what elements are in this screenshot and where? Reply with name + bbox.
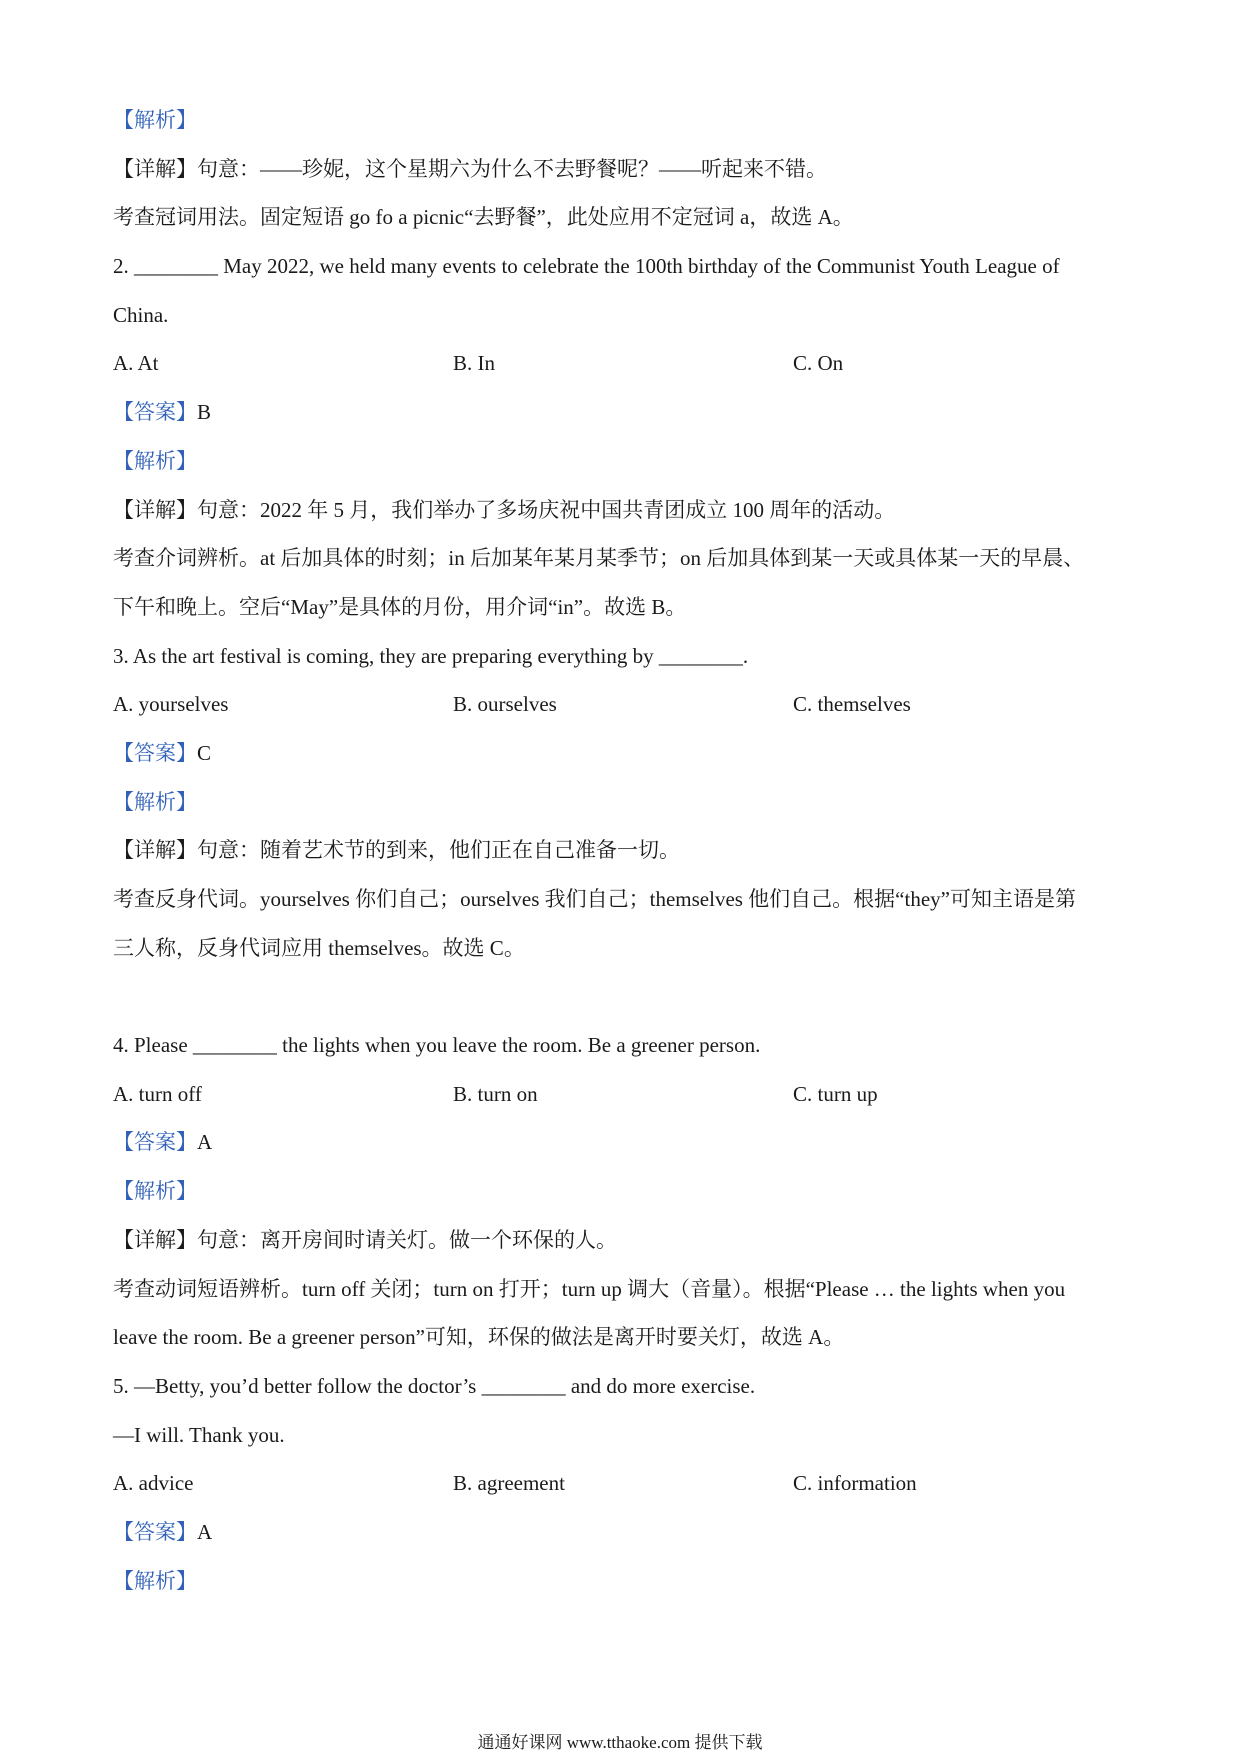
page-footer: 通通好课网 www.tthaoke.com 提供下载 (477, 1733, 763, 1752)
q2-options (113, 339, 1133, 388)
q1-detail: 【详解】句意：——珍妮，这个星期六为什么不去野餐呢？——听起来不错。 (113, 156, 827, 181)
q3-options (113, 680, 1133, 729)
q3-option-c: C. themselves (793, 692, 911, 717)
q4-answer: 【答案】A (113, 1130, 213, 1155)
q3-explanation-line-1: 考查反身代词。yourselves 你们自己；ourselves 我们自己；themselves 他们自己。根据“they”可知主语是第 (113, 887, 1076, 911)
q5-stem-line-1: 5. —Betty, you’d better follow the doctor’s ________ and do more exercise. (113, 1373, 756, 1398)
q3-analysis-label: 【解析】 (113, 789, 197, 814)
q5-analysis-label: 【解析】 (113, 1568, 197, 1593)
q3-option-a: A. yourselves (113, 692, 229, 717)
q4-option-c: C. turn up (793, 1081, 878, 1106)
q4-options (113, 1070, 1133, 1119)
q2-stem-line-1: 2. ________ May 2022, we held many events to celebrate the 100th birthday of the Communist Youth League of (113, 254, 1060, 279)
spacer (113, 972, 1133, 1021)
q5-option-a: A. advice (113, 1471, 194, 1496)
q2-option-c: C. On (793, 351, 844, 376)
q2-option-b: B. In (453, 351, 495, 376)
q3-detail: 【详解】句意：随着艺术节的到来，他们正在自己准备一切。 (113, 838, 680, 863)
q2-explanation-line-2: 下午和晚上。空后“May”是具体的月份，用介词“in”。故选 B。 (113, 594, 687, 619)
q5-stem-line-2: —I will. Thank you. (113, 1422, 285, 1447)
q4-option-a: A. turn off (113, 1081, 202, 1106)
q4-stem: 4. Please ________ the lights when you leave the room. Be a greener person. (113, 1033, 761, 1058)
analysis-label: 【解析】 (113, 108, 197, 132)
q2-explanation-line-1: 考查介词辨析。at 后加具体的时刻；in 后加某年某月某季节；on 后加具体到某一天或具体某一天的早晨、 (113, 546, 1085, 571)
q2-stem-line-2: China. (113, 302, 169, 327)
q4-option-b: B. turn on (453, 1081, 538, 1106)
q4-analysis-label: 【解析】 (113, 1179, 197, 1204)
q3-explanation-line-2: 三人称，反身代词应用 themselves。故选 C。 (113, 935, 525, 960)
q4-explanation-line-2: leave the room. Be a greener person”可知，环保的做法是离开时要关灯，故选 A。 (113, 1325, 845, 1350)
q2-answer: 【答案】B (113, 400, 212, 425)
q2-analysis-label: 【解析】 (113, 448, 197, 473)
q4-detail: 【详解】句意：离开房间时请关灯。做一个环保的人。 (113, 1227, 617, 1252)
q3-stem: 3. As the art festival is coming, they are preparing everything by ________. (113, 643, 749, 668)
q2-detail: 【详解】句意：2022 年 5 月，我们举办了多场庆祝中国共青团成立 100 周年的活动。 (113, 497, 896, 522)
q1-explanation: 考查冠词用法。固定短语 go fo a picnic“去野餐”，此处应用不定冠词 a，故选 A。 (113, 205, 854, 230)
q4-explanation-line-1: 考查动词短语辨析。turn off 关闭；turn on 打开；turn up 调大（音量）。根据“Please … the lights when you (113, 1276, 1066, 1301)
q3-option-b: B. ourselves (453, 692, 557, 717)
q5-options (113, 1459, 1133, 1508)
q2-option-a: A. At (113, 351, 159, 376)
q5-answer: 【答案】A (113, 1519, 213, 1544)
q3-answer: 【答案】C (113, 740, 212, 765)
q5-option-b: B. agreement (453, 1471, 565, 1496)
q5-option-c: C. information (793, 1471, 917, 1496)
document-page (113, 96, 1133, 1605)
